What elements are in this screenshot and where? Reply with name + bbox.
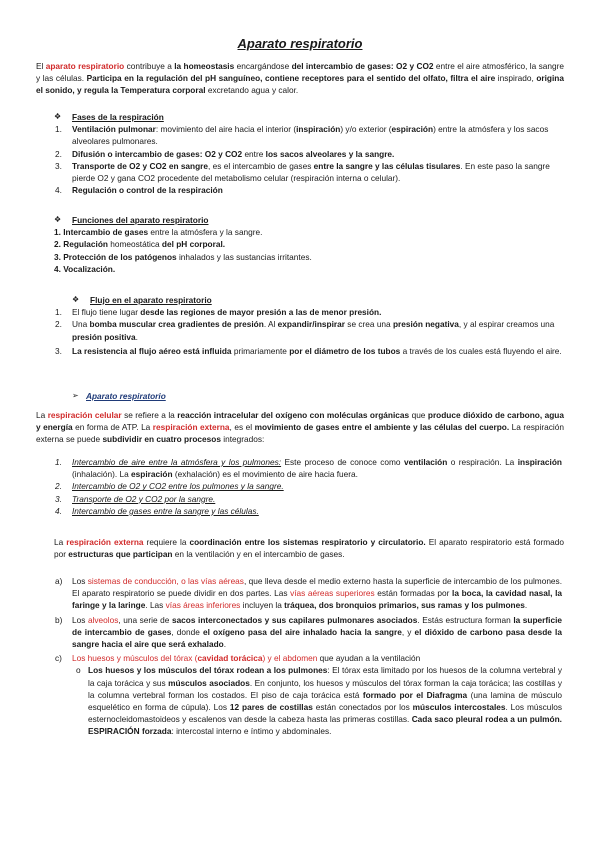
fases-heading: Fases de la respiración: [72, 112, 164, 122]
list-item: 2. Intercambio de O2 y CO2 entre los pulmones y la sangre.: [55, 481, 284, 492]
estructuras-list: [55, 575, 563, 738]
aparato-heading: Aparato respiratorio: [86, 391, 166, 401]
flujo-section: [55, 294, 562, 357]
intro-paragraph: El aparato respiratorio contribuye a la homeostasis encargándose del intercambio de gases: O2 y CO2 entre el aire atmosférico, la sangre y las células. Participa en la regulación del pH sanguíneo, contiene receptores para el sentido del olfato, filtra el aire inspirado, origina el sonido, y regula la Temperatura corporal excretando agua y calor.: [36, 61, 564, 96]
list-item: 2. Una bomba muscular crea gradientes de presión. Al expandir/inspirar se crea una presión negativa, y al espirar creamos una presión positiva.: [55, 319, 555, 342]
list-item: 3. Transporte de O2 y CO2 por la sangre.: [55, 493, 216, 504]
list-item: 3. Protección de los patógenos inhalados y las sustancias irritantes.: [54, 251, 312, 262]
list-item: 4. Regulación o control de la respiración: [55, 185, 223, 196]
flujo-heading: Flujo en el aparato respiratorio: [90, 295, 212, 305]
list-item: 1. Ventilación pulmonar: movimiento del aire hacia el interior (inspiración) y/o exterior (espiración) entre la atmósfera y los sacos alveolares pulmonares.: [55, 124, 549, 147]
aparato-heading-row: [72, 390, 562, 402]
list-item: 1. Intercambio de aire entre la atmósfera y los pulmones: Este proceso de conoce como ventilación o respiración. La inspiración (inhalación). La espiración (exhalación) es el movimiento de aire hacia fuera.: [55, 457, 562, 480]
list-item: b) Los alveolos, una serie de sacos interconectados y sus capilares pulmonares asociados. Estás estructura forman la superficie de intercambio de gases, donde el oxígeno pasa del aire inhalado hacia la sangre, y el dióxido de carbono pasa desde la sangre hacia el aire que será exhalado.: [55, 614, 562, 650]
list-item: 1. El flujo tiene lugar desde las regiones de mayor presión a las de menor presión.: [55, 307, 382, 318]
list-item: 4. Intercambio de gases entre la sangre y las células.: [55, 505, 259, 516]
funciones-heading-row: [54, 214, 562, 226]
fases-section: [54, 111, 562, 196]
arrow-bullet-icon: ➢: [72, 391, 79, 400]
fases-heading-row: [54, 111, 562, 123]
list-item: 2. Regulación homeostática del pH corporal.: [54, 239, 226, 250]
circle-bullet-icon: o: [76, 665, 81, 676]
list-item: c) Los huesos y músculos del tórax (cavidad torácica) y el abdomen que ayudan a la ventilación: [55, 653, 421, 664]
diamond-bullet-icon: ❖: [54, 215, 62, 224]
diamond-bullet-icon: ❖: [54, 112, 62, 121]
list-item: a) Los sistemas de conducción, o las vías aéreas, que lleva desde el medio externo hasta la superficie de intercambio de los pulmones. El aparato respiratorio se puede dividir en dos partes. Las vías aéreas superiores están formadas por la boca, la cavidad nasal, la faringe y la laringe. Las vías áreas inferiores incluyen la tráquea, dos bronquios primarios, sus ramas y los pulmones.: [55, 576, 563, 611]
document-title: Aparato respiratorio: [237, 36, 363, 51]
flujo-heading-row: [72, 294, 562, 306]
list-item: 1. Intercambio de gases entre la atmósfera y la sangre.: [54, 227, 263, 238]
diamond-bullet-icon: ❖: [72, 295, 80, 304]
procesos-list: [55, 456, 562, 517]
sub-list-item: o Los huesos y los músculos del tórax rodean a los pulmones: El tórax esta limitado por los huesos de la columna vertebral y la caja torácica y sus músculos asociados. En conjunto, los huesos y músculos del tórax forman la caja torácica; las costillas y la columna vertebral forman los costados. El piso de caja torácica está formado por el Diafragma (una lamina de músculo esquelético en forma de cúpula). Los 12 pares de costillas están conectados por los músculos intercostales. Los músculos esternocleidomastoideos y escalenos van desde la cabeza hasta las primeras costillas. Cada saco pleural rodea a un pulmón. ESPIRACIÓN forzada: intercostal interno e íntimo y abdominales.: [76, 665, 563, 737]
externa-paragraph: La respiración externa requiere la coordinación entre los sistemas respiratorio y circulatorio. El aparato respiratorio está formado por estructuras que participan en la ventilación y en el intercambio de gases.: [54, 537, 564, 560]
funciones-section: [54, 214, 562, 275]
list-item: 4. Vocalización.: [54, 263, 116, 274]
aparato-paragraph: La respiración celular se refiere a la reacción intracelular del oxígeno con moléculas orgánicas que produce dióxido de carbono, agua y energía en forma de ATP. La respiración externa, es el movimiento de gases entre el ambiente y las células del cuerpo. La respiración externa se puede subdividir en cuatro procesos integrados:: [36, 410, 564, 445]
funciones-heading: Funciones del aparato respiratorio: [72, 215, 209, 225]
list-item: 3. Transporte de O2 y CO2 en sangre, es el intercambio de gases entre la sangre y las células tisulares. En este paso la sangre pierde O2 y gana CO2 procedente del metabolismo celular (respiración interna o celular).: [55, 160, 550, 184]
list-item: 3. La resistencia al flujo aéreo está influida primariamente por el diámetro de los tubos a través de los cuales está fluyendo el aire.: [55, 345, 562, 356]
list-item: 2. Difusión o intercambio de gases: O2 y CO2 entre los sacos alveolares y la sangre.: [55, 148, 395, 159]
